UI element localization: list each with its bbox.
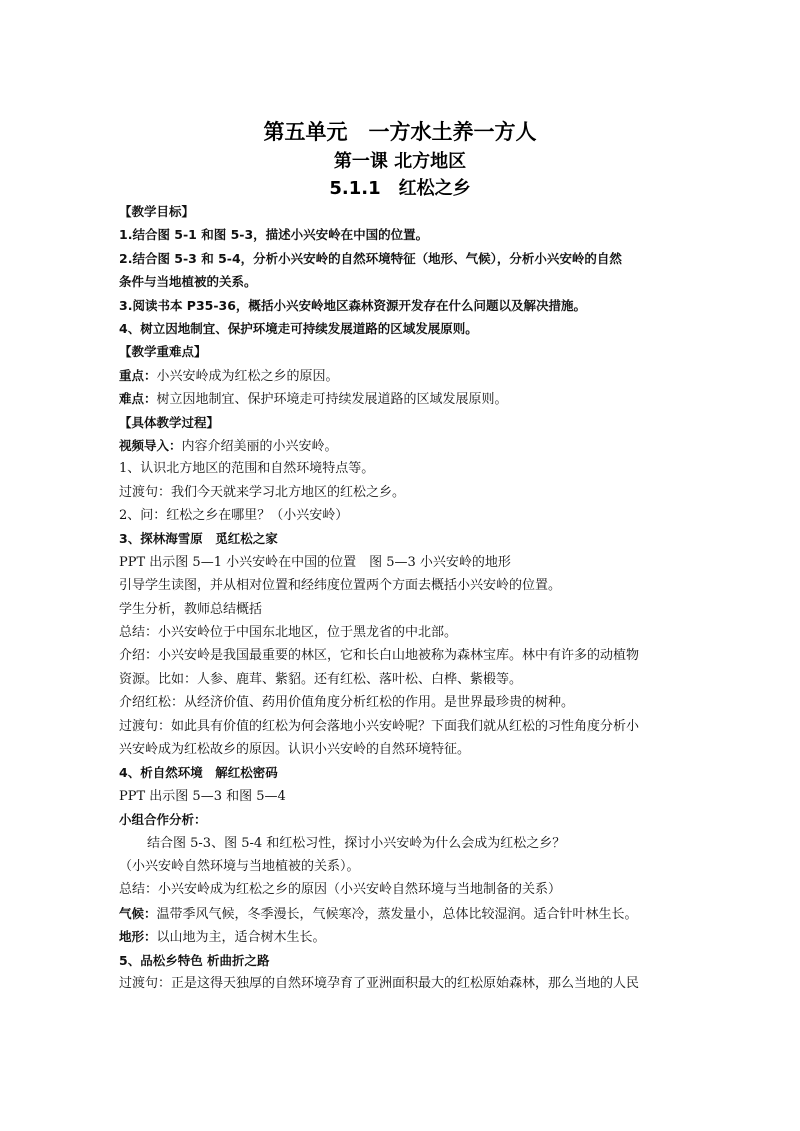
difficult-point-text: 树立因地制宜、保护环境走可持续发展道路的区域发展原则。 xyxy=(156,392,508,408)
terrain-text: 以山地为主，适合树木生长。 xyxy=(156,930,326,946)
paragraph: 介绍红松：从经济价值、药用价值角度分析红松的作用。是世界最珍贵的树种。 xyxy=(119,695,575,711)
paragraph: 总结：小兴安岭成为红松之乡的原因（小兴安岭自然环境与当地制备的关系） xyxy=(119,882,562,898)
paragraph-continued: 资源。比如：人参、鹿茸、紫貂。还有红松、落叶松、白桦、紫椴等。 xyxy=(119,671,523,687)
objective-item: 3.阅读书本 P35-36，概括小兴安岭地区森林资源开发存在什么问题以及解决措施。 xyxy=(119,297,586,313)
paragraph: 2、问：红松之乡在哪里？（小兴安岭） xyxy=(119,508,349,524)
paragraph: 总结：小兴安岭位于中国东北地区，位于黑龙省的中北部。 xyxy=(119,625,458,641)
difficult-point-line xyxy=(119,387,681,410)
step4-header: 4、析自然环境 解红松密码 xyxy=(119,765,278,781)
video-intro-text: 内容介绍美丽的小兴安岭。 xyxy=(181,438,338,454)
climate-label: 气候： xyxy=(119,905,157,921)
group-analysis-header: 小组合作分析： xyxy=(119,812,207,828)
key-point-label: 重点： xyxy=(119,367,157,383)
paragraph: （小兴安岭自然环境与当地植被的关系）。 xyxy=(119,858,360,874)
paragraph: PPT 出示图 5—1 小兴安岭在中国的位置 图 5—3 小兴安岭的地形 xyxy=(119,554,511,570)
paragraph: 过渡句：正是这得天独厚的自然环境孕育了亚洲面积最大的红松原始森林，那么当地的人民 xyxy=(119,975,640,991)
paragraph: 过渡句：我们今天就来学习北方地区的红松之乡。 xyxy=(119,484,406,500)
document-body xyxy=(119,200,681,995)
objectives-header: 【教学目标】 xyxy=(119,204,195,219)
key-point-text: 小兴安岭成为红松之乡的原因。 xyxy=(156,368,339,384)
video-intro-label: 视频导入： xyxy=(119,437,182,453)
paragraph-continued: 兴安岭成为红松故乡的原因。认识小兴安岭的自然环境特征。 xyxy=(119,741,471,757)
key-point-line xyxy=(119,364,681,387)
process-header: 【具体教学过程】 xyxy=(119,414,220,430)
climate-line xyxy=(119,902,681,925)
section-title: 5.1.1 红松之乡 xyxy=(329,178,471,199)
paragraph: 介绍：小兴安岭是我国最重要的林区，它和长白山地被称为森林宝库。林中有许多的动植物 xyxy=(119,648,640,664)
lesson-title: 第一课 北方地区 xyxy=(333,151,467,172)
paragraph: 过渡句：如此具有价值的红松为何会落地小兴安岭呢？下面我们就从红松的习性角度分析小 xyxy=(119,718,640,734)
paragraph: 1、认识北方地区的范围和自然环境特点等。 xyxy=(119,461,375,477)
video-intro-line xyxy=(119,434,681,457)
title-block xyxy=(0,116,800,202)
terrain-label: 地形： xyxy=(119,929,157,945)
climate-text: 温带季风气候，冬季漫长，气候寒冷，蒸发量小，总体比较湿润。适合针叶林生长。 xyxy=(156,906,638,922)
difficult-point-label: 难点： xyxy=(119,391,157,407)
unit-title: 第五单元 一方水土养一方人 xyxy=(263,120,537,144)
objective-item: 2.结合图 5-3 和 5-4，分析小兴安岭的自然环境特征（地形、气候），分析小兴安岭的自然 xyxy=(119,250,622,266)
paragraph: PPT 出示图 5—3 和图 5—4 xyxy=(119,788,286,804)
paragraph: 结合图 5-3、图 5-4 和红松习性，探讨小兴安岭为什么会成为红松之乡？ xyxy=(147,835,566,851)
step3-header: 3、探林海雪原 觅红松之家 xyxy=(119,531,278,547)
paragraph: 引导学生读图，并从相对位置和经纬度位置两个方面去概括小兴安岭的位置。 xyxy=(119,578,562,594)
objective-item: 1.结合图 5-1 和图 5-3，描述小兴安岭在中国的位置。 xyxy=(119,227,429,243)
keypoints-header: 【教学重难点】 xyxy=(119,344,207,360)
objective-item-continued: 条件与当地植被的关系。 xyxy=(119,274,257,290)
step5-header: 5、品松乡特色 析曲折之路 xyxy=(119,952,270,968)
paragraph: 学生分析，教师总结概括 xyxy=(119,601,263,617)
terrain-line xyxy=(119,925,681,948)
objective-item: 4、树立因地制宜、保护环境走可持续发展道路的区域发展原则。 xyxy=(119,320,478,336)
